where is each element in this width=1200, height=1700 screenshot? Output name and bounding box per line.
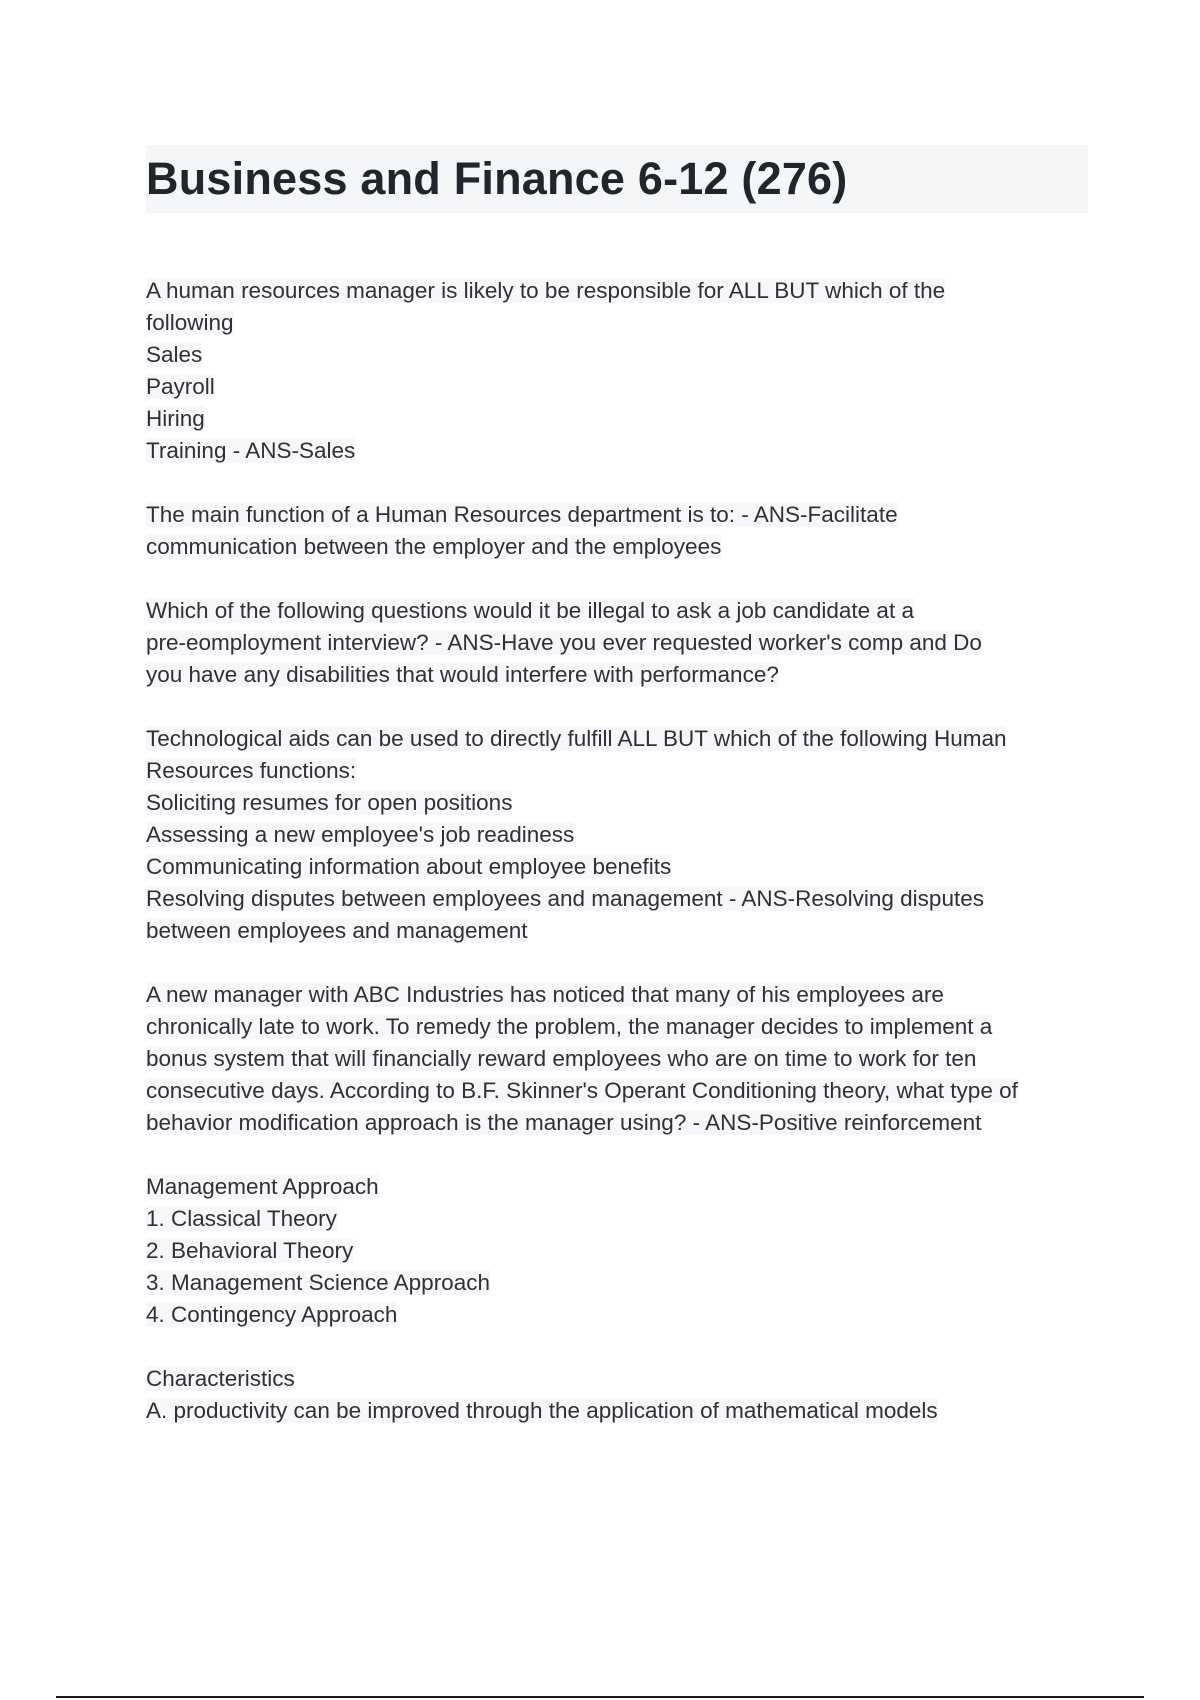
list-item: 1. Classical Theory — [146, 1206, 337, 1231]
text-line: following — [146, 310, 234, 335]
text-line: consecutive days. According to B.F. Skinner's Operant Conditioning theory, what type of — [146, 1078, 1018, 1103]
text-line: communication between the employer and the employees — [146, 534, 722, 559]
text-line: Sales — [146, 342, 203, 367]
text-line: Management Approach — [146, 1174, 379, 1199]
question-hr-manager — [146, 275, 1086, 467]
text-line: bonus system that will financially reward employees who are on time to work for ten — [146, 1046, 977, 1071]
text-line: Payroll — [146, 374, 215, 399]
question-hr-function — [146, 499, 1086, 563]
text-line: you have any disabilities that would interfere with performance? — [146, 662, 779, 687]
text-line: chronically late to work. To remedy the problem, the manager decides to implement a — [146, 1014, 993, 1039]
page-title: Business and Finance 6-12 (276) — [146, 153, 848, 204]
text-line: Characteristics — [146, 1366, 295, 1391]
text-line: Communicating information about employee benefits — [146, 854, 672, 879]
text-line: Resolving disputes between employees and management - ANS-Resolving disputes — [146, 886, 984, 911]
text-line: A new manager with ABC Industries has noticed that many of his employees are — [146, 982, 944, 1007]
text-line: Training - ANS-Sales — [146, 438, 356, 463]
list-item: 3. Management Science Approach — [146, 1270, 490, 1295]
management-approach-list — [146, 1171, 1086, 1331]
text-line: A human resources manager is likely to be responsible for ALL BUT which of the — [146, 278, 946, 303]
question-operant-conditioning — [146, 979, 1086, 1139]
text-line: behavior modification approach is the manager using? - ANS-Positive reinforcement — [146, 1110, 982, 1135]
text-line: Which of the following questions would it be illegal to ask a job candidate at a — [146, 598, 914, 623]
list-item: 4. Contingency Approach — [146, 1302, 398, 1327]
question-illegal-interview — [146, 595, 1086, 691]
characteristics-list — [146, 1363, 1086, 1427]
text-line: between employees and management — [146, 918, 528, 943]
question-technological-aids — [146, 723, 1086, 947]
title-block — [146, 145, 1088, 213]
page-bottom-rule — [56, 1696, 1144, 1698]
list-item: 2. Behavioral Theory — [146, 1238, 354, 1263]
list-item: A. productivity can be improved through the application of mathematical models — [146, 1398, 938, 1423]
text-line: Hiring — [146, 406, 205, 431]
text-line: Resources functions: — [146, 758, 357, 783]
text-line: Assessing a new employee's job readiness — [146, 822, 575, 847]
document-body — [146, 275, 1086, 1459]
text-line: Technological aids can be used to directly fulfill ALL BUT which of the following Human — [146, 726, 1007, 751]
text-line: The main function of a Human Resources department is to: - ANS-Facilitate — [146, 502, 898, 527]
text-line: Soliciting resumes for open positions — [146, 790, 513, 815]
text-line: pre-eomployment interview? - ANS-Have you ever requested worker's comp and Do — [146, 630, 982, 655]
